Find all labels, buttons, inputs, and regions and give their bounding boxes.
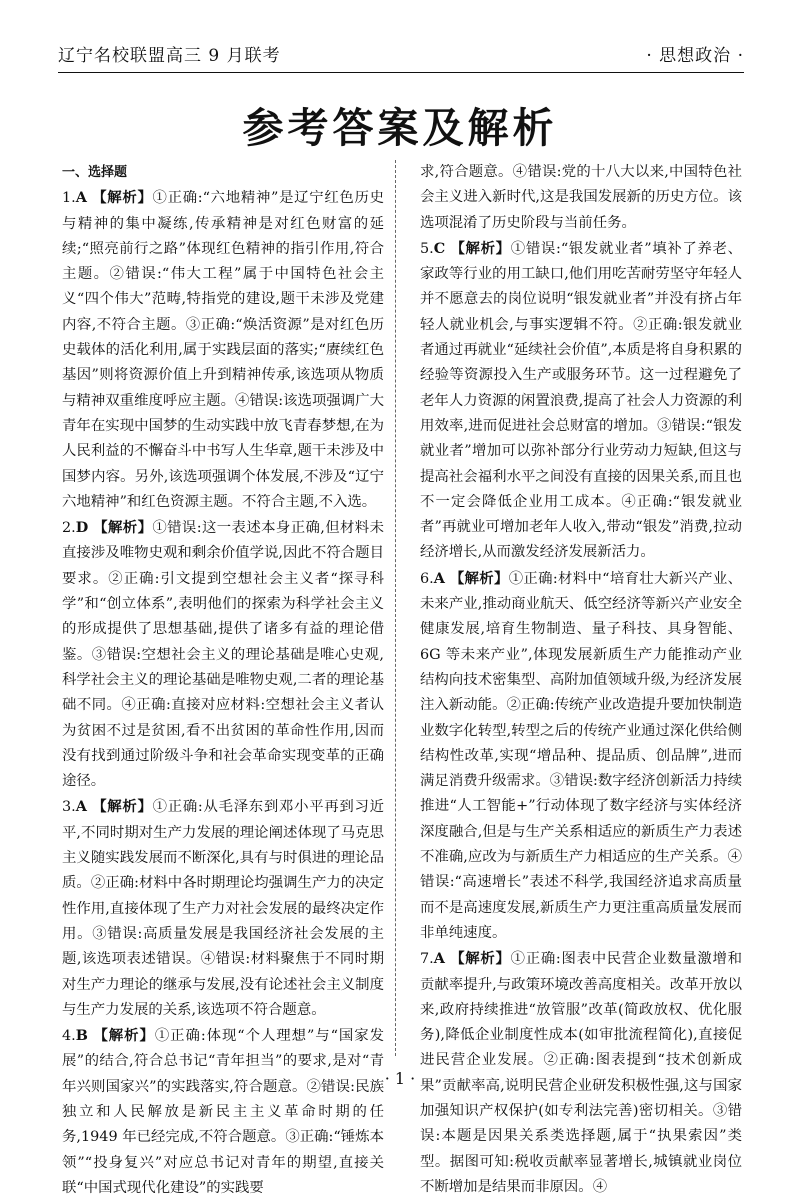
question-number: 3. bbox=[62, 799, 76, 816]
right-items bbox=[420, 160, 742, 1200]
exam-name: 辽宁名校联盟高三 9 月联考 bbox=[58, 46, 281, 66]
analysis-text: ①正确:体现“个人理想”与“国家发展”的结合,符合总书记“青年担当”的要求,是对“青年兴则国家兴”的实践落实,符合题意。②错误:民族独立和人民解放是新民主主义革命时期的任务,1949 年已经完成,不符合题意。③正确:“锤炼本领”“投身复兴”对应总书记对青年的期望,直接关联“中国式现代化建设”的实践要 bbox=[62, 1028, 385, 1196]
answer-item bbox=[62, 1023, 384, 1201]
right-column bbox=[420, 160, 742, 1195]
answer-columns bbox=[62, 160, 742, 1196]
analysis-tag: 【解析】 bbox=[92, 799, 153, 816]
answer-item bbox=[420, 236, 742, 566]
analysis-text: ①错误:“银发就业者”填补了养老、家政等行业的用工缺口,他们用吃苦耐劳坚守年轻人并不愿意去的岗位说明“银发就业者”并没有挤占年轻人就业机会,与事实逻辑不符。②正确:银发就业者通过再就业“延续社会价值”,本质是将自身积累的经验等资源投入生产或服务环节。这一过程避免了老年人力资源的闲置浪费,提高了社会人力资源的利用效率,进而促进社会总财富的增加。③错误:“银发就业者”增加可以弥补部分行业劳动力短缺,但这与提高社会福利水平之间没有直接的因果关系,而且也不一定会降低企业用工成本。④正确:“银发就业者”再就业可增加老年人收入,带动“银发”消费,拉动经济增长,从而激发经济发展新活力。 bbox=[420, 240, 742, 561]
subject-label: · 思想政治 · bbox=[646, 46, 744, 66]
page-header bbox=[58, 34, 744, 66]
answer-choice: A bbox=[433, 950, 445, 968]
answer-choice: B bbox=[75, 1027, 88, 1045]
analysis-text: ①错误:这一表述本身正确,但材料未直接涉及唯物史观和剩余价值学说,因此不符合题目要求。②正确:引文提到空想社会主义者“探寻科学”和“创立体系”,表明他们的探索为科学社会主义的形成提供了思想基础,提供了诸多有益的理论借鉴。③错误:空想社会主义的理论基础是唯心史观,科学社会主义的理论基础是唯物史观,二者的理论基础不同。④正确:直接对应材料:空想社会主义者认为贫困不过是贫困,看不出贫困的革命性作用,因而没有找到通过阶级斗争和社会革命实现变革的正确途径。 bbox=[62, 520, 384, 790]
question-number: 7. bbox=[420, 951, 434, 968]
answer-choice: A bbox=[75, 189, 87, 207]
answer-item bbox=[420, 160, 742, 236]
analysis-text: ①正确:图表中民营企业数量激增和贡献率提升,与政策环境改善高度相关。改革开放以来,政府持续推进“放管服”改革(简政放权、优化服务),降低企业制度性成本(如审批流程简化),直接促进民营企业发展。②正确:图表提到“技术创新成果”贡献率高,说明民营企业研发积极性强,这与国家加强知识产权保护(如专利法完善)密切相关。③错误:本题是因果关系类选择题,属于“执果索因”类型。据图可知:税收贡献率显著增长,城镇就业岗位不断增加是结果而非原因。④ bbox=[420, 951, 742, 1195]
answer-choice: A bbox=[75, 798, 87, 816]
analysis-text: ①正确:从毛泽东到邓小平再到习近平,不同时期对生产力发展的理论阐述体现了马克思主义随实践发展而不断深化,具有与时俱进的理论品质。②正确:材料中各时期理论均强调生产力的决定性作用,直接体现了生产力对社会发展的最终决定作用。③错误:高质量发展是我国经济社会发展的主题,该选项表述错误。④错误:材料聚焦于不同时期对生产力理论的继承与发展,没有论述社会主义制度与生产力发展的关系,该选项不符合题意。 bbox=[62, 799, 384, 1018]
page-title: 参考答案及解析 bbox=[242, 104, 558, 152]
question-number: 5. bbox=[420, 240, 434, 257]
analysis-tag: 【解析】 bbox=[450, 951, 511, 968]
question-number: 6. bbox=[420, 570, 434, 587]
analysis-tag: 【解析】 bbox=[93, 520, 153, 537]
left-column bbox=[62, 160, 385, 1196]
analysis-tag: 【解析】 bbox=[93, 1028, 155, 1045]
answer-choice: C bbox=[433, 239, 446, 257]
question-number: 1. bbox=[62, 190, 76, 207]
page-number: · 1 · bbox=[384, 1069, 416, 1088]
question-number: 4. bbox=[62, 1028, 76, 1045]
analysis-tag: 【解析】 bbox=[449, 570, 509, 587]
answer-choice: D bbox=[75, 519, 89, 537]
section-title: 一、选择题 bbox=[62, 165, 128, 180]
answer-item bbox=[62, 794, 384, 1023]
answer-choice: A bbox=[433, 569, 445, 587]
answer-item bbox=[62, 185, 384, 515]
answer-item bbox=[62, 515, 384, 794]
answer-item bbox=[420, 566, 742, 946]
analysis-tag: 【解析】 bbox=[450, 240, 511, 257]
column-divider bbox=[395, 160, 396, 1056]
analysis-text: 求,符合题意。④错误:党的十八大以来,中国特色社会主义进入新时代,这是我国发展新的历史方位。该选项混淆了历史阶段与当前任务。 bbox=[420, 164, 742, 231]
left-items bbox=[62, 185, 384, 1201]
analysis-text: ①正确:“六地精神”是辽宁红色历史与精神的集中凝练,传承精神是对红色财富的延续;“照亮前行之路”体现红色精神的指引作用,符合主题。②错误:“伟大工程”属于中国特色社会主义“四个伟大”范畴,特指党的建设,题干未涉及党建内容,不符合主题。③正确:“焕活资源”是对红色历史载体的活化利用,属于实践层面的落实;“赓续红色基因”则将资源价值上升到精神传承,该选项从物质与精神双重维度呼应主题。④错误:该选项强调广大青年在实现中国梦的生动实践中放飞青春梦想,在为人民利益的不懈奋斗中书写人生华章,题干未涉及中国梦内容。另外,该选项强调个体发展,不涉及“辽宁六地精神”和红色资源主题。不符合主题,不入选。 bbox=[62, 190, 384, 510]
analysis-tag: 【解析】 bbox=[92, 190, 153, 207]
question-number: 2. bbox=[62, 520, 76, 537]
analysis-text: ①正确:材料中“培育壮大新兴产业、未来产业,推动商业航天、低空经济等新兴产业安全健康发展,培育生物制造、量子科技、具身智能、6G 等未来产业”,体现发展新质生产力能推动产业结构向技术密集型、高附加值领域升级,为经济发展注入新动能。②正确:传统产业改造提升要加快制造业数字化转型,转型之后的传统产业通过深化供给侧结构性改革,实现“增品种、提品质、创品牌”,进而满足消费升级需求。③错误:数字经济创新活力持续推进“人工智能+”行动体现了数字经济与实体经济深度融合,但是与生产关系相适应的新质生产力表述不准确,应改为与新质生产力相适应的生产关系。④错误:“高速增长”表述不科学,我国经济追求高质量而不是高速度发展,新质生产力更注重高质量发展而非单纯速度。 bbox=[420, 570, 742, 941]
header-rule bbox=[58, 72, 744, 73]
